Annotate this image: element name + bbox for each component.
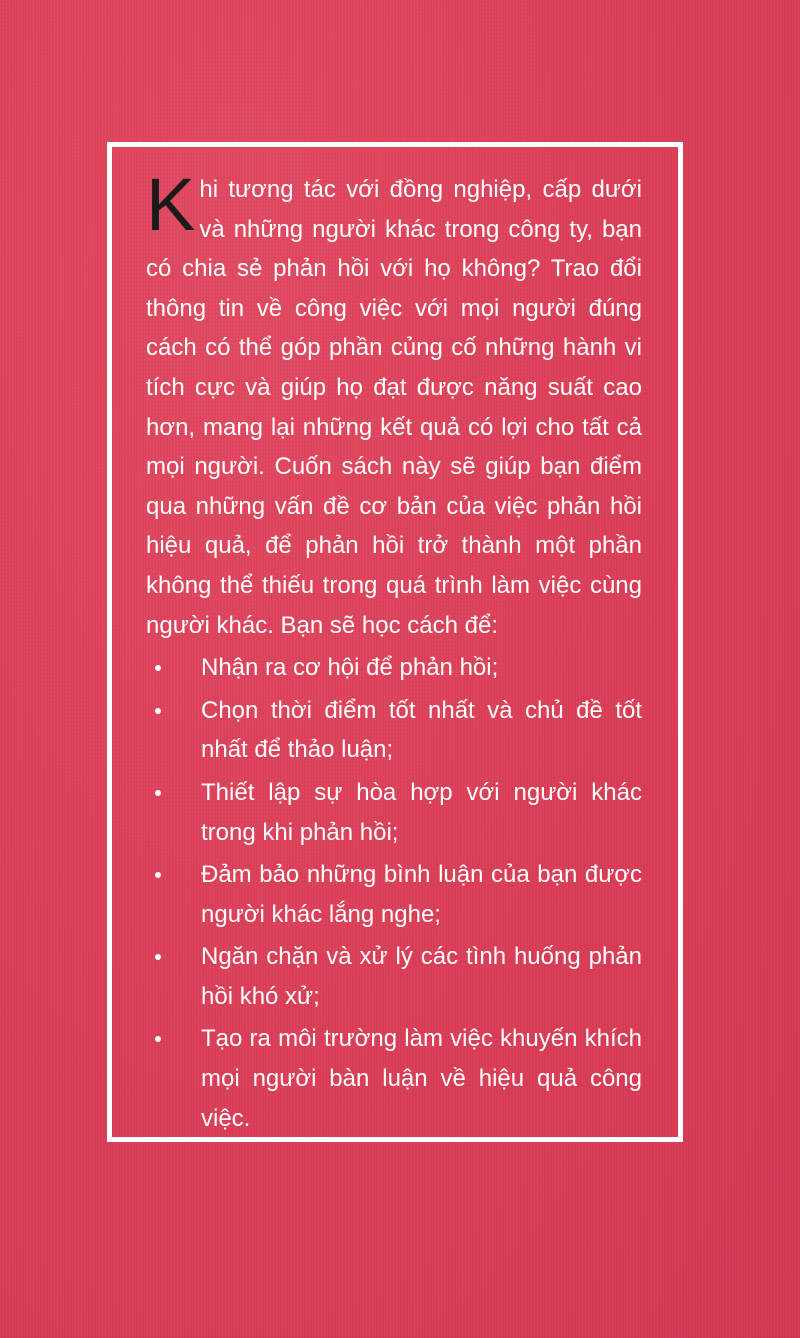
list-item [146,855,642,934]
list-item [146,648,642,688]
list-item-text: Chọn thời điểm tốt nhất và chủ đề tốt nhất để thảo luận; [201,696,642,764]
intro-text: hi tương tác với đồng nghiệp, cấp dưới và những người khác trong công ty, bạn có chia sẻ phản hồi với họ không? Trao đổi thông tin về công việc với mọi người đúng cách có thể góp phần củng cố những hành vi tích cực và giúp họ đạt được năng suất cao hơn, mang lại những kết quả có lợi cho tất cả mọi người. Cuốn sách này sẽ giúp bạn điểm qua những vấn đề cơ bản của việc phản hồi hiệu quả, để phản hồi trở thành một phần không thể thiếu trong quá trình làm việc cùng người khác. Bạn sẽ học cách để: [146,176,642,639]
description-block [146,163,642,1138]
bullet-icon [155,708,161,714]
bullet-icon [155,872,161,878]
list-item-text: Đảm bảo những bình luận của bạn được người khác lắng nghe; [201,861,642,928]
benefits-list [146,648,642,1138]
list-item-text: Ngăn chặn và xử lý các tình huống phản hồi khó xử; [201,943,642,1010]
list-item-text: Tạo ra môi trường làm việc khuyến khích mọi người bàn luận về hiệu quả công việc. [201,1025,642,1132]
bullet-icon [155,665,161,671]
bullet-icon [155,1036,161,1042]
list-item-text: Nhận ra cơ hội để phản hồi; [201,654,499,682]
list-item-text: Thiết lập sự hòa hợp với người khác trong khi phản hồi; [201,778,642,846]
list-item [146,1019,642,1138]
drop-cap-letter: K [146,163,196,246]
intro-paragraph [146,163,642,645]
bullet-icon [155,790,161,796]
list-item [146,773,642,852]
bullet-icon [155,954,161,960]
list-item [146,691,642,770]
list-item [146,937,642,1016]
